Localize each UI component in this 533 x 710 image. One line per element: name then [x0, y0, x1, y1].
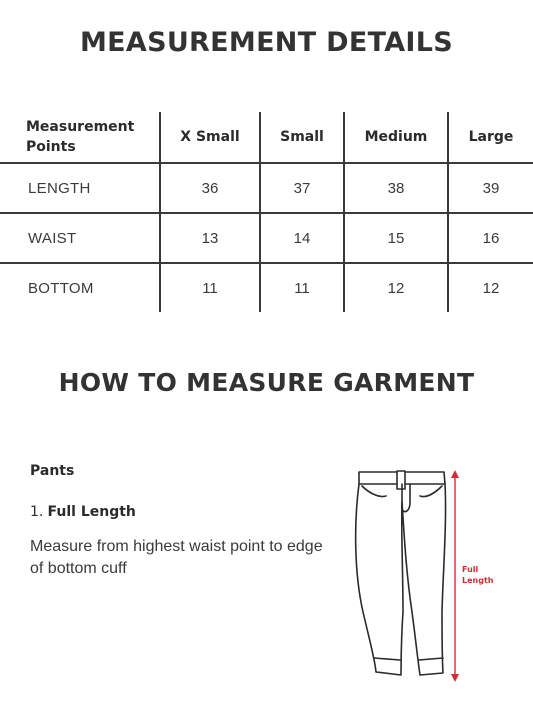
column-header-measurement-points: Measurement Points [0, 112, 160, 163]
column-header-medium: Medium [344, 112, 448, 163]
table-row [0, 163, 533, 213]
page-title: MEASUREMENT DETAILS [79, 27, 453, 58]
table-cell: 39 [448, 163, 533, 213]
table-cell: 14 [260, 213, 344, 263]
step-number: 1. [30, 504, 44, 520]
measurement-instructions [30, 463, 330, 580]
column-header-large: Large [448, 112, 533, 163]
table-cell: 11 [160, 263, 260, 312]
measurement-step [30, 503, 330, 520]
table-cell: 36 [160, 163, 260, 213]
column-header-small: Small [260, 112, 344, 163]
row-label: BOTTOM [28, 279, 94, 297]
table-cell: 16 [448, 213, 533, 263]
row-label: LENGTH [0, 163, 160, 213]
table-cell: 38 [344, 163, 448, 213]
section-title: HOW TO MEASURE GARMENT [58, 368, 475, 397]
table-cell: 11 [260, 263, 344, 312]
table-cell: 13 [160, 213, 260, 263]
table-row [0, 263, 533, 312]
step-label: Full Length [47, 504, 136, 520]
table-row [0, 213, 533, 263]
pants-diagram-icon [350, 462, 470, 690]
garment-category: Pants [30, 463, 75, 479]
full-length-label: Full Length [462, 565, 494, 585]
table-header-row [0, 112, 533, 163]
step-description: Measure from highest waist point to edge of bottom cuff [30, 538, 323, 577]
table-cell: 12 [344, 263, 448, 312]
table-cell: 37 [260, 163, 344, 213]
size-chart-table [0, 112, 533, 312]
column-header-x-small: X Small [160, 112, 260, 163]
table-cell: 15 [344, 213, 448, 263]
row-label: WAIST [0, 213, 160, 263]
table-cell: 12 [448, 263, 533, 312]
